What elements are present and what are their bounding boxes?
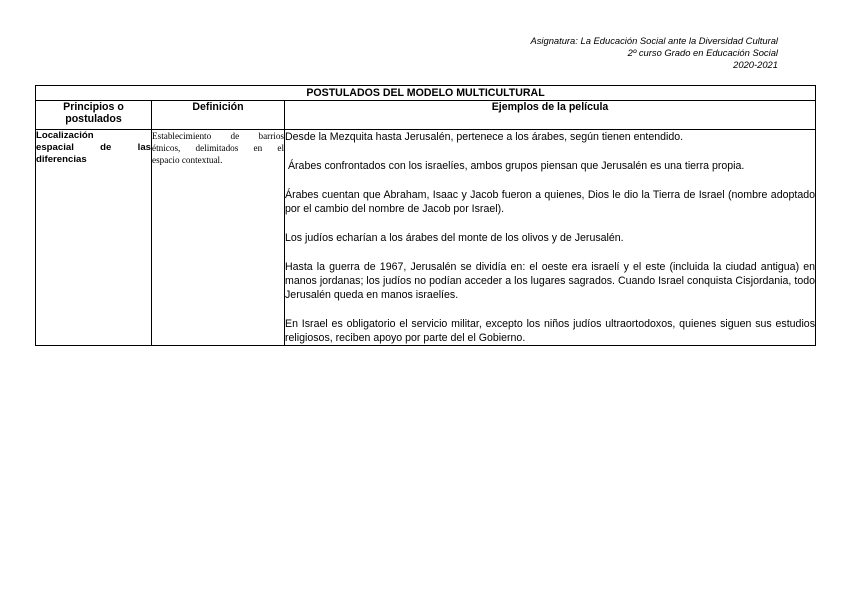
definition-line: Establecimiento de barrios [152,131,284,141]
example-paragraph: Árabes confrontados con los israelíes, ambos grupos piensan que Jerusalén es una tierra propia. [285,160,745,172]
column-header-principles: Principios o postulados [36,101,152,130]
table-title: POSTULADOS DEL MODELO MULTICULTURAL [36,86,816,101]
example-paragraph: En Israel es obligatorio el servicio militar, excepto los niños judíos ultraortodoxos, quienes siguen sus estudios religiosos, reciben apoyo por parte del el Gobierno. [285,318,815,344]
example-paragraph: Desde la Mezquita hasta Jerusalén, pertenece a los árabes, según tienen entendido. [285,131,684,143]
example-paragraph: Hasta la guerra de 1967, Jerusalén se dividía en: el oeste era israelí y el este (incluida la ciudad antigua) en manos jordanas; los judíos no podían acceder a los lugares sagrados. Cuando Israel conquista Cisjordania, todo Jerusalén queda en manos israelíes. [285,261,815,301]
page-header [530,35,778,72]
examples-cell [285,130,816,346]
principle-line: espacial de las [36,142,151,154]
table-row [36,130,816,346]
column-header-examples: Ejemplos de la película [285,101,816,130]
academic-year: 2020-2021 [733,59,778,71]
definition-line: espacio contextual. [152,155,223,166]
principle-line: Localización [36,130,94,141]
principle-line: diferencias [36,154,87,166]
definition-line: étnicos, delimitados en el [152,143,284,154]
example-paragraph: Árabes cuentan que Abraham, Isaac y Jacob fueron a quienes, Dios le dio la Tierra de Israel (nombre adoptado por el cambio del nombre de Jacob por Israel). [285,189,815,215]
example-paragraph: Los judíos echarían a los árabes del monte de los olivos y de Jerusalén. [285,232,624,244]
column-header-definition: Definición [152,101,285,130]
postulados-table [35,85,816,346]
definition-cell [152,130,285,346]
course-year: 2º curso Grado en Educación Social [627,47,778,59]
course-title: Asignatura: La Educación Social ante la Diversidad Cultural [530,35,778,46]
principle-cell [36,130,152,346]
